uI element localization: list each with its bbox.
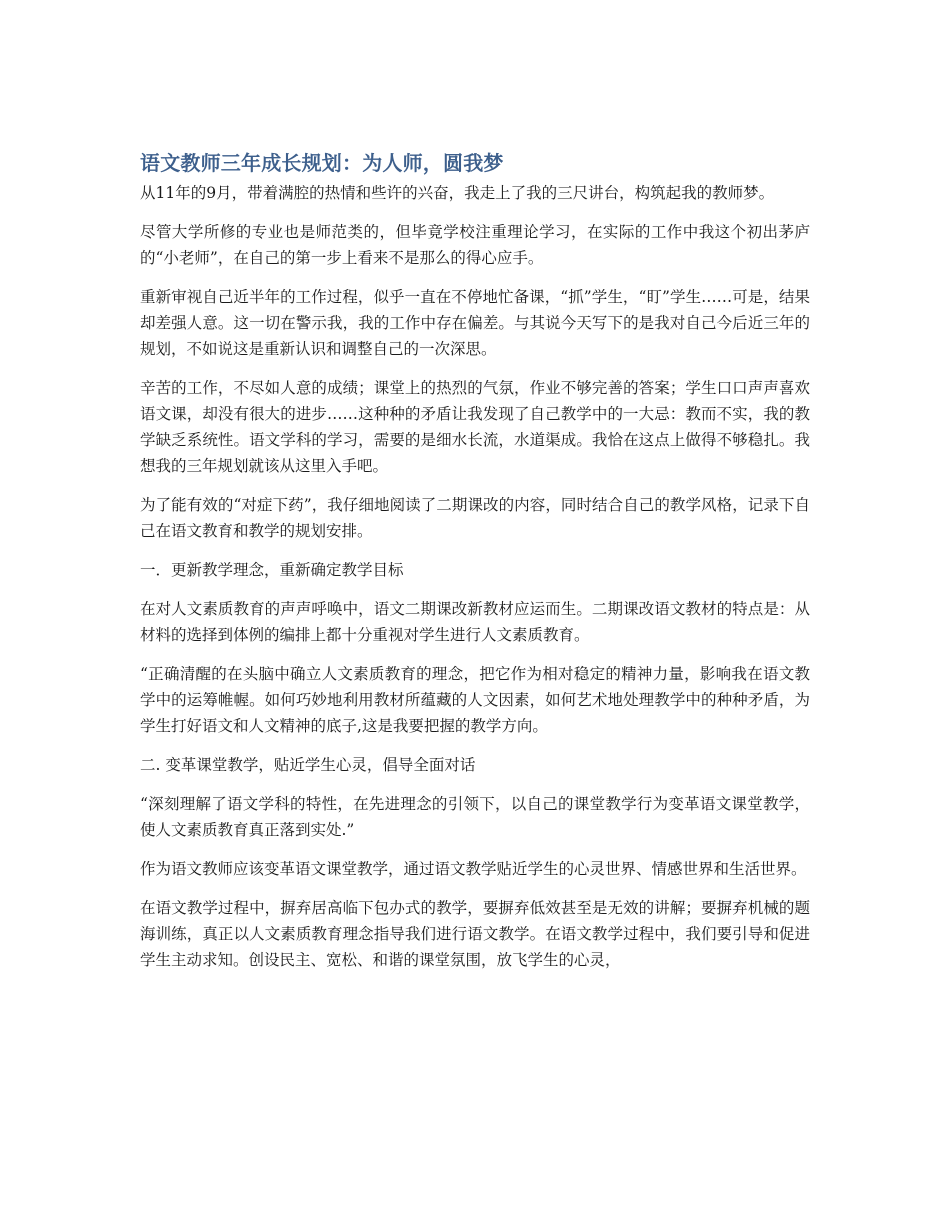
document-title: 语文教师三年成长规划：为人师，圆我梦 bbox=[140, 151, 504, 175]
paragraph-6: 在对人文素质教育的声声呼唤中，语文二期课改新教材应运而生。二期课改语文教材的特点是：从材料的选择到体例的编排上都十分重视对学生进行人文素质教育。 bbox=[140, 600, 810, 644]
paragraph-10: 在语文教学过程中，摒弃居高临下包办式的教学，要摒弃低效甚至是无效的讲解；要摒弃机械的题海训练，真正以人文素质教育理念指导我们进行语文教学。在语文教学过程中，我们要引导和促进学生主动求知。创设民主、宽松、和谐的课堂氛围，放飞学生的心灵， bbox=[140, 899, 810, 969]
paragraph-5: 为了能有效的“对症下药”，我仔细地阅读了二期课改的内容，同时结合自己的教学风格，记录下自己在语文教育和教学的规划安排。 bbox=[140, 496, 810, 540]
paragraph-7: “正确清醒的在头脑中确立人文素质教育的理念，把它作为相对稳定的精神力量，影响我在语文教学中的运筹帷幄。如何巧妙地利用教材所蕴藏的人文因素，如何艺术地处理教学中的种种矛盾，为学生打好语文和人文精神的底子,这是我要把握的教学方向。 bbox=[140, 665, 810, 735]
paragraph-8: “深刻理解了语文学科的特性，在先进理念的引领下，以自己的课堂教学行为变革语文课堂教学，使人文素质教育真正落到实处.” bbox=[140, 795, 810, 839]
paragraph-4: 辛苦的工作，不尽如人意的成绩；课堂上的热烈的气氛，作业不够完善的答案；学生口口声声喜欢语文课，却没有很大的进步……这种种的矛盾让我发现了自己教学中的一大忌：教而不实，我的教学缺乏系统性。语文学科的学习，需要的是细水长流，水道渠成。我恰在这点上做得不够稳扎。我想我的三年规划就该从这里入手吧。 bbox=[140, 379, 810, 475]
paragraph-1: 从11年的9月，带着满腔的热情和些许的兴奋，我走上了我的三尺讲台，构筑起我的教师梦。 bbox=[140, 184, 775, 202]
paragraph-3: 重新审视自己近半年的工作过程，似乎一直在不停地忙备课，“抓”学生，“盯”学生……可是，结果却差强人意。这一切在警示我，我的工作中存在偏差。与其说今天写下的是我对自己今后近三年的规划，不如说这是重新认识和调整自己的一次深思。 bbox=[140, 288, 810, 358]
paragraph-9: 作为语文教师应该变革语文课堂教学，通过语文教学贴近学生的心灵世界、情感世界和生活世界。 bbox=[140, 860, 807, 878]
section-heading-1: 一．更新教学理念，重新确定教学目标 bbox=[140, 561, 404, 579]
document-page bbox=[140, 148, 810, 986]
paragraph-2: 尽管大学所修的专业也是师范类的，但毕竟学校注重理论学习，在实际的工作中我这个初出茅庐的“小老师”，在自己的第一步上看来不是那么的得心应手。 bbox=[140, 223, 810, 267]
section-heading-2: 二. 变革课堂教学，贴近学生心灵，倡导全面对话 bbox=[140, 756, 476, 774]
